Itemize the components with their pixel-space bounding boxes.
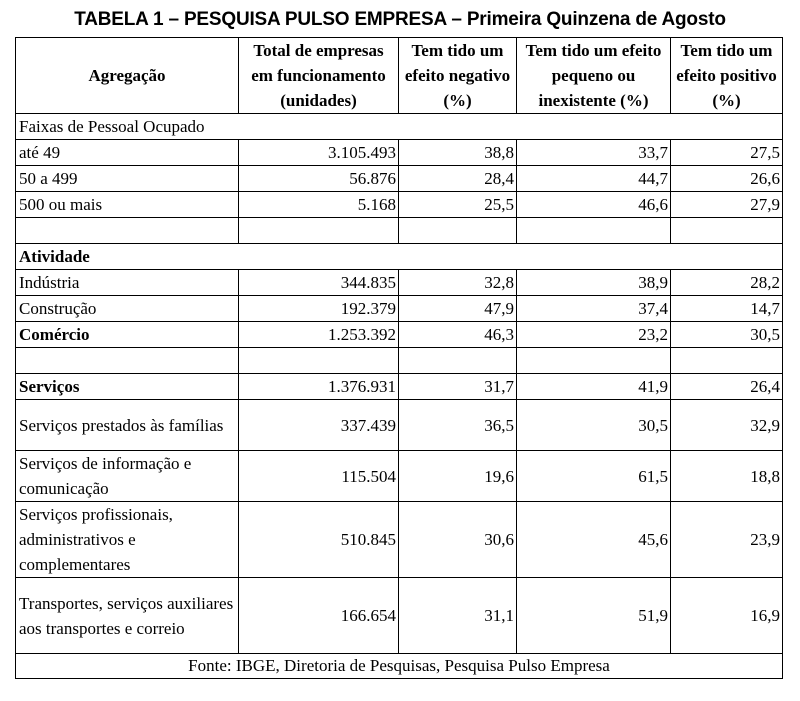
cell-positivo: 23,9	[671, 502, 783, 578]
row-label: Construção	[16, 296, 239, 322]
table-row	[16, 296, 783, 322]
source-note: Fonte: IBGE, Diretoria de Pesquisas, Pesquisa Pulso Empresa	[16, 654, 783, 679]
header-positivo: Tem tido um efeito positivo (%)	[671, 38, 783, 114]
source-row	[16, 654, 783, 679]
cell-positivo: 16,9	[671, 578, 783, 654]
cell-total: 1.376.931	[239, 374, 399, 400]
table-row	[16, 451, 783, 502]
table-row	[16, 322, 783, 348]
cell-total: 3.105.493	[239, 140, 399, 166]
cell-positivo: 26,4	[671, 374, 783, 400]
cell-total: 1.253.392	[239, 322, 399, 348]
cell-positivo: 14,7	[671, 296, 783, 322]
blank-cell	[16, 348, 239, 374]
cell-positivo: 27,9	[671, 192, 783, 218]
cell-total: 56.876	[239, 166, 399, 192]
cell-positivo: 30,5	[671, 322, 783, 348]
row-label: Serviços profissionais, administrativos e complementares	[16, 502, 239, 578]
cell-negativo: 19,6	[399, 451, 517, 502]
row-label: Serviços	[16, 374, 239, 400]
table-row	[16, 270, 783, 296]
cell-pequeno: 61,5	[517, 451, 671, 502]
table-row	[16, 400, 783, 451]
cell-pequeno: 51,9	[517, 578, 671, 654]
cell-positivo: 28,2	[671, 270, 783, 296]
cell-pequeno: 37,4	[517, 296, 671, 322]
header-agregacao: Agregação	[16, 38, 239, 114]
cell-positivo: 26,6	[671, 166, 783, 192]
row-label: Transportes, serviços auxiliares aos transportes e correio	[16, 578, 239, 654]
blank-cell	[16, 218, 239, 244]
row-label: Serviços prestados às famílias	[16, 400, 239, 451]
header-row	[16, 38, 783, 114]
blank-row	[16, 218, 783, 244]
cell-negativo: 25,5	[399, 192, 517, 218]
table-row	[16, 578, 783, 654]
cell-pequeno: 41,9	[517, 374, 671, 400]
cell-total: 344.835	[239, 270, 399, 296]
cell-positivo: 18,8	[671, 451, 783, 502]
cell-total: 192.379	[239, 296, 399, 322]
cell-pequeno: 46,6	[517, 192, 671, 218]
row-label: 50 a 499	[16, 166, 239, 192]
cell-total: 166.654	[239, 578, 399, 654]
cell-negativo: 31,7	[399, 374, 517, 400]
cell-pequeno: 38,9	[517, 270, 671, 296]
table-row	[16, 374, 783, 400]
blank-cell	[399, 218, 517, 244]
blank-cell	[517, 348, 671, 374]
cell-pequeno: 30,5	[517, 400, 671, 451]
row-label: até 49	[16, 140, 239, 166]
cell-pequeno: 33,7	[517, 140, 671, 166]
blank-cell	[517, 218, 671, 244]
cell-negativo: 47,9	[399, 296, 517, 322]
cell-total: 337.439	[239, 400, 399, 451]
cell-positivo: 32,9	[671, 400, 783, 451]
blank-cell	[239, 348, 399, 374]
table-title: TABELA 1 – PESQUISA PULSO EMPRESA – Primeira Quinzena de Agosto	[74, 9, 726, 30]
cell-negativo: 30,6	[399, 502, 517, 578]
header-total: Total de empresas em funcionamento (unidades)	[239, 38, 399, 114]
header-pequeno: Tem tido um efeito pequeno ou inexistente (%)	[517, 38, 671, 114]
cell-negativo: 36,5	[399, 400, 517, 451]
row-label: Indústria	[16, 270, 239, 296]
cell-negativo: 38,8	[399, 140, 517, 166]
section-row-atividade	[16, 244, 783, 270]
blank-cell	[399, 348, 517, 374]
table-row	[16, 502, 783, 578]
row-label: Serviços de informação e comunicação	[16, 451, 239, 502]
cell-total: 510.845	[239, 502, 399, 578]
cell-negativo: 28,4	[399, 166, 517, 192]
blank-cell	[239, 218, 399, 244]
cell-pequeno: 44,7	[517, 166, 671, 192]
cell-negativo: 32,8	[399, 270, 517, 296]
section-label: Atividade	[16, 244, 783, 270]
row-label: Comércio	[16, 322, 239, 348]
table-row	[16, 140, 783, 166]
cell-pequeno: 23,2	[517, 322, 671, 348]
section-label: Faixas de Pessoal Ocupado	[16, 114, 783, 140]
header-negativo: Tem tido um efeito negativo (%)	[399, 38, 517, 114]
cell-total: 5.168	[239, 192, 399, 218]
cell-positivo: 27,5	[671, 140, 783, 166]
results-table	[15, 37, 783, 679]
row-label: 500 ou mais	[16, 192, 239, 218]
cell-negativo: 46,3	[399, 322, 517, 348]
blank-row	[16, 348, 783, 374]
blank-cell	[671, 218, 783, 244]
cell-pequeno: 45,6	[517, 502, 671, 578]
section-row-pessoal	[16, 114, 783, 140]
table-row	[16, 192, 783, 218]
cell-negativo: 31,1	[399, 578, 517, 654]
blank-cell	[671, 348, 783, 374]
table-row	[16, 166, 783, 192]
cell-total: 115.504	[239, 451, 399, 502]
